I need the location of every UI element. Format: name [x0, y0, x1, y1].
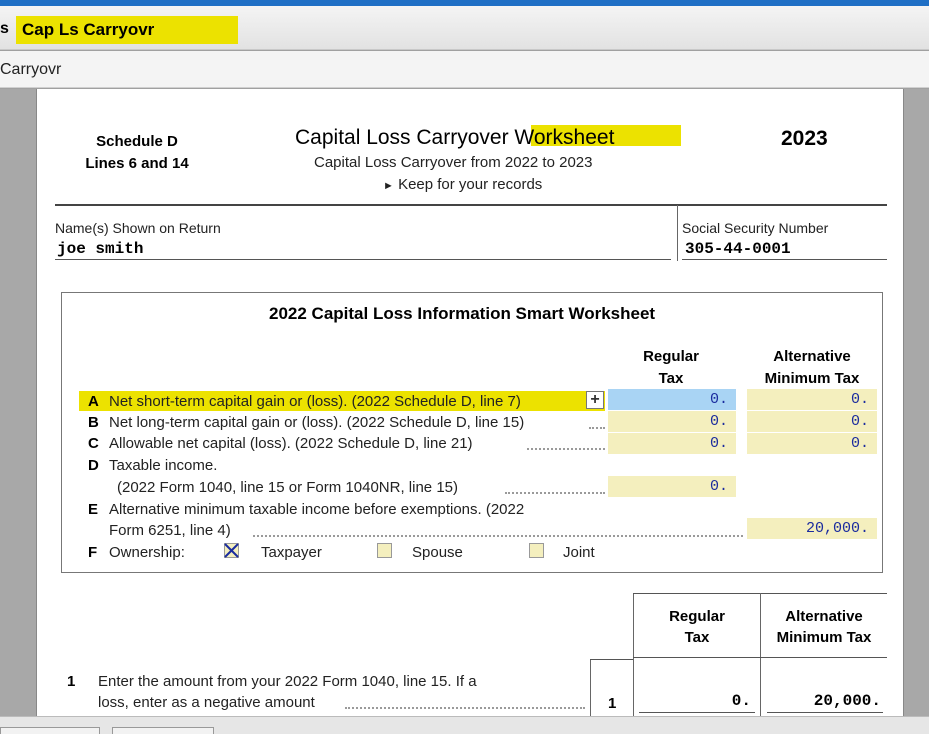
line-box-top-border	[590, 659, 633, 660]
row-c-letter: C	[88, 435, 99, 452]
line-1-amt-value[interactable]: 20,000.	[813, 692, 881, 710]
joint-checkbox[interactable]	[529, 543, 544, 558]
bottom-tab-bar	[0, 716, 929, 734]
row-a-text: Net short-term capital gain or (loss). (2022 Schedule D, line 7)	[109, 393, 521, 410]
form-title-main: Capital Loss Carryover	[295, 126, 509, 149]
row-c-leader-dots	[527, 448, 605, 450]
form-subheader	[0, 51, 929, 88]
row-d-regular-value: 0.	[709, 478, 728, 495]
row-e-text-2: Form 6251, line 4)	[109, 522, 231, 539]
ws-col-amt-1: Alternative	[773, 348, 851, 365]
row-c-amt-value: 0.	[850, 435, 869, 452]
form-title	[295, 126, 614, 150]
form-title-worksheet: Worksheet	[508, 126, 615, 149]
row-d-letter: D	[88, 457, 99, 474]
line-1-leader-dots	[345, 707, 585, 709]
ws-col-amt-2: Minimum Tax	[764, 370, 860, 387]
spouse-checkbox[interactable]	[377, 543, 392, 558]
ownership-label: Ownership:	[109, 544, 185, 561]
row-e-text-1: Alternative minimum taxable income before exemptions. (2022	[109, 501, 525, 518]
line-1-text-1: Enter the amount from your 2022 Form 1040, line 15. If a	[98, 673, 477, 690]
ssn-underline	[682, 259, 887, 260]
line-1-regular-value[interactable]: 0.	[731, 692, 751, 710]
ws-col-regular-1: Regular	[643, 348, 699, 365]
line-1-text-2: loss, enter as a negative amount	[98, 694, 315, 711]
line-1-box-number: 1	[608, 695, 617, 712]
spouse-label: Spouse	[412, 544, 463, 561]
row-c-regular-value: 0.	[709, 435, 728, 452]
col-amt-2: Minimum Tax	[776, 629, 872, 646]
right-gutter	[904, 89, 929, 734]
smart-worksheet-title: 2022 Capital Loss Information Smart Worksheet	[269, 304, 656, 323]
col-regular-1: Regular	[669, 608, 725, 625]
joint-label: Joint	[563, 544, 595, 561]
tab-previous-fragment[interactable]: s	[0, 20, 9, 37]
bottom-tab-1[interactable]	[0, 727, 100, 734]
row-d-text-2: (2022 Form 1040, line 15 or Form 1040NR, line 15)	[117, 479, 459, 496]
form-tab-strip	[0, 6, 929, 50]
row-a-amt-value: 0.	[850, 391, 869, 408]
row-b-text: Net long-term capital gain or (loss). (2022 Schedule D, line 15)	[109, 414, 525, 431]
keep-records	[383, 176, 542, 193]
names-underline	[55, 259, 671, 260]
lines-label: Lines 6 and 14	[85, 155, 189, 172]
row-b-amt-value: 0.	[850, 413, 869, 430]
header-divider	[55, 204, 887, 206]
form-subtitle: Capital Loss Carryover from 2022 to 2023	[314, 154, 593, 171]
plus-icon[interactable]: +	[586, 391, 604, 409]
table-header-bottom	[633, 657, 887, 658]
row-f-letter: F	[88, 544, 98, 561]
tax-year: 2023	[781, 127, 828, 150]
row-a-regular-value: 0.	[709, 391, 728, 408]
schedule-d-label: Schedule D	[96, 133, 178, 150]
row-e-amt-value: 20,000.	[805, 520, 869, 537]
left-gutter	[0, 89, 36, 734]
form-page	[36, 89, 904, 734]
row-e-leader-dots	[253, 535, 743, 537]
line-1-regular-underline	[639, 712, 755, 713]
row-d-text-1: Taxable income.	[109, 457, 218, 474]
names-ssn-divider	[677, 205, 678, 261]
names-value[interactable]: joe smith	[57, 240, 144, 258]
row-b-regular-value: 0.	[709, 413, 728, 430]
arrow-right-icon: ►	[383, 180, 394, 192]
ssn-value[interactable]: 305-44-0001	[685, 240, 791, 258]
row-e-letter: E	[88, 501, 99, 518]
tab-cap-ls-carryovr-label[interactable]: Cap Ls Carryovr	[22, 20, 155, 39]
row-b-leader-dots	[589, 427, 605, 429]
subheader-label: Carryovr	[0, 61, 62, 78]
row-c-text: Allowable net capital (loss). (2022 Schedule D, line 21)	[109, 435, 473, 452]
ssn-label: Social Security Number	[682, 220, 829, 236]
checkmark-x-icon	[224, 543, 239, 558]
line-1-number: 1	[67, 673, 76, 690]
keep-records-text: Keep for your records	[398, 176, 543, 193]
row-d-leader-dots	[505, 492, 605, 494]
line-1-amt-underline	[767, 712, 883, 713]
row-a-letter: A	[88, 393, 99, 410]
bottom-tab-2[interactable]	[112, 727, 214, 734]
taxpayer-label: Taxpayer	[261, 544, 322, 561]
names-label: Name(s) Shown on Return	[55, 220, 221, 236]
taxpayer-checkbox[interactable]	[224, 543, 239, 558]
row-b-letter: B	[88, 414, 99, 431]
col-regular-2: Tax	[684, 629, 710, 646]
col-amt-1: Alternative	[785, 608, 863, 625]
ws-col-regular-2: Tax	[658, 370, 684, 387]
